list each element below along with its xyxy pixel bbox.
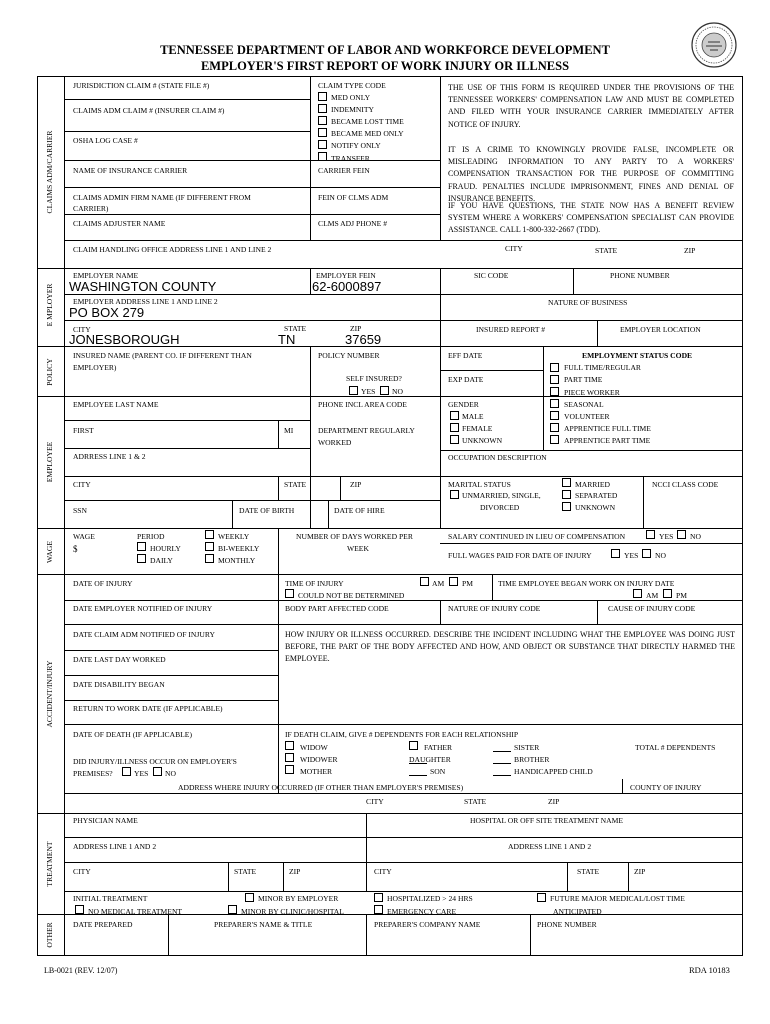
premises-no-checkbox[interactable] [153,767,162,776]
hospital-address-label: ADDRESS LINE 1 AND 2 [508,842,592,851]
employee-zip-label: ZIP [350,480,362,489]
claim-type-option: MED ONLY [331,93,371,102]
salary-continued-yes-checkbox[interactable] [646,530,655,539]
instructions-paragraph-2: IT IS A CRIME TO KNOWINGLY PROVIDE FALSE, INCOMPLETE OR MISLEADING INFORMATION TO ANY PARTY TO A WORKERS' COMPENSATION TRANSACTION FOR THE PURPOSE OF COMMITTING FRAUD. PENALTIES INCLUDE IMPRISONMENT, FINES AND DENIAL OF INSURANCE BENEFITS. [448,145,734,203]
preparer-name-label: PREPARER'S NAME & TITLE [214,920,313,929]
hospital-name-label: HOSPITAL OR OFF SITE TREATMENT NAME [470,816,624,825]
claims-zip-label: ZIP [684,246,696,255]
county-of-injury-label: COUNTY OF INJURY [630,783,702,792]
employee-state-label: STATE [284,480,307,489]
could-not-determine-checkbox[interactable] [285,589,294,598]
began-pm-label: PM [676,591,687,600]
section-treatment-label: TREATMENT [45,841,55,887]
full-wages-label: FULL WAGES PAID FOR DATE OF INJURY [448,551,592,560]
salary-continued-yes-label: YES [659,532,674,541]
marital-separated-checkbox[interactable] [562,490,571,499]
brother-label: BROTHER [514,755,550,764]
hospital-city-label: CITY [374,867,392,876]
cause-of-injury-label: CAUSE OF INJURY CODE [608,604,696,613]
marital-divorced-label: DIVORCED [480,503,520,512]
widower-checkbox[interactable] [285,753,294,762]
claim-type-option: NOTIFY ONLY [331,141,381,150]
premises-yes-checkbox[interactable] [122,767,131,776]
nature-of-injury-label: NATURE OF INJURY CODE [448,604,541,613]
period-label: PERIOD [137,532,165,541]
claim-type-checkbox[interactable] [318,116,327,125]
address-occurred-label: ADDRESS WHERE INJURY OCCURRED (IF OTHER THAN EMPLOYER'S PREMISES) [178,783,464,792]
time-pm-label: PM [462,579,473,588]
insurance-carrier-label: NAME OF INSURANCE CARRIER [73,166,188,175]
instructions-paragraph-3: IF YOU HAVE QUESTIONS, THE STATE NOW HAS A BENEFIT REVIEW SYSTEM WHERE A WORKERS' COMPENSATION SPECIALIST CAN PROVIDE ASSISTANCE. CALL 1-800-332-2667 (TDD). [448,201,734,235]
employer-location-label: EMPLOYER LOCATION [620,325,701,334]
date-of-injury-label: DATE OF INJURY [73,579,133,588]
section-wage-label: WAGE [45,541,55,563]
marital-unmarried-checkbox[interactable] [450,490,459,499]
employee-last-name-label: EMPLOYEE LAST NAME [73,400,159,409]
employee-mi-label: MI [284,426,294,435]
employee-address-label: ADRRESS LINE 1 & 2 [73,452,146,461]
employer-address-label: EMPLOYER ADDRESS LINE 1 AND LINE 2 [73,297,218,306]
date-employer-notified-label: DATE EMPLOYER NOTIFIED OF INJURY [73,604,213,613]
employer-state-label: STATE [284,324,307,333]
self-insured-no-label: NO [392,387,403,396]
employment-status-checkbox[interactable] [550,387,559,396]
date-claim-adm-notified-label: DATE CLAIM ADM NOTIFIED OF INJURY [73,630,215,639]
gender-option: FEMALE [462,424,493,433]
claims-adm-claim-label: CLAIMS ADM CLAIM # (INSURER CLAIM #) [73,106,225,115]
gender-label: GENDER [448,400,479,409]
days-worked-label: NUMBER OF DAYS WORKED PER [296,532,413,541]
self-insured-no-checkbox[interactable] [380,386,389,395]
handicapped-child-label: HANDICAPPED CHILD [514,767,593,776]
marital-married-label: MARRIED [575,480,611,489]
time-am-checkbox[interactable] [420,577,429,586]
return-to-work-label: RETURN TO WORK DATE (IF APPLICABLE) [73,704,223,713]
claim-type-option: BECAME MED ONLY [331,129,404,138]
time-began-work-label: TIME EMPLOYEE BEGAN WORK ON INJURY DATE [498,579,675,588]
fein-clms-adm-label: FEIN OF CLMS ADM [318,193,389,202]
father-checkbox[interactable] [409,741,418,750]
section-employee-label: EMPLOYEE [45,441,55,483]
period-biweekly-label: BI-WEEKLY [218,544,260,553]
physician-city-label: CITY [73,867,91,876]
employment-status-option: VOLUNTEER [564,412,610,421]
insured-name-label-2: EMPLOYER) [73,363,117,372]
claim-type-label: CLAIM TYPE CODE [318,81,386,90]
full-wages-no-checkbox[interactable] [642,549,651,558]
gender-checkbox[interactable] [450,411,459,420]
claim-type-checkbox[interactable] [318,104,327,113]
form-title: TENNESSEE DEPARTMENT OF LABOR AND WORKFORCE DEVELOPMENT [160,43,610,57]
days-worked-label-2: WEEK [347,544,369,553]
jurisdiction-claim-label: JURISDICTION CLAIM # (STATE FILE #) [73,81,210,90]
date-prepared-label: DATE PREPARED [73,920,133,929]
employment-status-checkbox[interactable] [550,399,559,408]
rda-number: RDA 10183 [689,965,730,975]
minor-by-clinic-checkbox[interactable] [228,905,237,914]
how-injury-occurred-label: HOW INJURY OR ILLNESS OCCURRED. DESCRIBE THE INCIDENT INCLUDING WHAT THE EMPLOYEE WAS DOING JUST BEFORE, THE PART OF THE BODY AFFECTED AND HOW, AND OBJECT OR SUBSTANCE THAT DIRECTLY HARMED THE EMPLOYEE. [285,630,735,664]
salary-continued-no-label: NO [690,532,701,541]
employer-zip-value: 37659 [345,332,382,347]
premises-label: DID INJURY/ILLNESS OCCUR ON EMPLOYER'S [73,757,237,766]
section-policy-label: POLICY [45,358,55,386]
son-label: SON [430,767,446,776]
policy-number-label: POLICY NUMBER [318,351,380,360]
preparer-phone-label: PHONE NUMBER [537,920,597,929]
full-wages-yes-label: YES [624,551,639,560]
accident-zip-label: ZIP [548,797,560,806]
nature-of-business-label: NATURE OF BUSINESS [548,298,628,307]
eff-date-label: EFF DATE [448,351,483,360]
dependents-label: IF DEATH CLAIM, GIVE # DEPENDENTS FOR EACH RELATIONSHIP [285,730,519,739]
gender-checkbox[interactable] [450,423,459,432]
section-employer-label: E MPLOYER [45,283,55,327]
claim-type-checkbox[interactable] [318,140,327,149]
physician-name-label: PHYSICIAN NAME [73,816,138,825]
self-insured-yes-checkbox[interactable] [349,386,358,395]
daughter-label: DAUGHTER [409,755,451,764]
date-of-death-label: DATE OF DEATH (IF APPLICABLE) [73,730,192,739]
claims-city-label: CITY [505,244,523,253]
marital-unmarried-label: UNMARRIED, SINGLE, [462,491,541,500]
section-other-label: OTHER [45,922,55,948]
body-part-label: BODY PART AFFECTED CODE [285,604,389,613]
gender-checkbox[interactable] [450,435,459,444]
wage-label: WAGE [73,532,95,541]
employment-status-option: FULL TIME/REGULAR [564,363,641,372]
sister-label: SISTER [514,743,540,752]
emergency-care-checkbox[interactable] [374,905,383,914]
widow-label: WIDOW [300,743,328,752]
gender-option: UNKNOWN [462,436,503,445]
employer-address-value: PO BOX 279 [69,305,145,320]
carrier-fein-label: CARRIER FEIN [318,166,370,175]
period-hourly-label: HOURLY [150,544,181,553]
osha-log-label: OSHA LOG CASE # [73,136,138,145]
future-major-medical-checkbox[interactable] [537,893,546,902]
emergency-care-label: EMERGENCY CARE [387,907,457,916]
period-daily-checkbox[interactable] [137,554,146,563]
self-insured-label: SELF INSURED? [346,374,402,383]
employment-status-checkbox[interactable] [550,423,559,432]
hospital-state-label: STATE [577,867,600,876]
accident-state-label: STATE [464,797,487,806]
minor-by-clinic-label: MINOR BY CLINIC/HOSPITAL [241,907,344,916]
period-monthly-checkbox[interactable] [205,554,214,563]
accident-city-label: CITY [366,797,384,806]
premises-no-label: NO [165,769,176,778]
hospitalized-checkbox[interactable] [374,893,383,902]
employee-city-label: CITY [73,480,91,489]
date-of-hire-label: DATE OF HIRE [334,506,385,515]
employer-zip-label: ZIP [350,324,362,333]
handling-office-label: CLAIM HANDLING OFFICE ADDRESS LINE 1 AND LINE 2 [73,245,272,254]
employment-status-option: PIECE WORKER [564,388,620,397]
claim-type-checkbox[interactable] [318,128,327,137]
ssn-label: SSN [73,506,87,515]
began-am-checkbox[interactable] [633,589,642,598]
no-medical-treatment-checkbox[interactable] [75,905,84,914]
insured-name-label: INSURED NAME (PARENT CO. IF DIFFERENT THAN [73,351,252,360]
employer-name-value: WASHINGTON COUNTY [69,279,217,294]
occupation-label: OCCUPATION DESCRIPTION [448,453,547,462]
total-dependents-label: TOTAL # DEPENDENTS [635,743,716,752]
exp-date-label: EXP DATE [448,375,484,384]
employee-first-label: FIRST [73,426,94,435]
future-major-medical-label: FUTURE MAJOR MEDICAL/LOST TIME [550,894,685,903]
claim-type-option: INDEMNITY [331,105,375,114]
section-claims-label: CLAIMS ADM/CARRIER [45,130,55,214]
period-hourly-checkbox[interactable] [137,542,146,551]
section-accident-label: ACCIDENT/INJURY [45,660,55,728]
began-pm-checkbox[interactable] [663,589,672,598]
full-wages-no-label: NO [655,551,666,560]
claim-type-checkbox[interactable] [318,152,327,161]
initial-treatment-label: INITIAL TREATMENT [73,894,148,903]
employer-fein-value: 62-6000897 [312,279,382,294]
salary-continued-label: SALARY CONTINUED IN LIEU OF COMPENSATION [448,532,626,541]
period-monthly-label: MONTHLY [218,556,256,565]
full-wages-yes-checkbox[interactable] [611,549,620,558]
period-weekly-checkbox[interactable] [205,530,214,539]
employer-name-label: EMPLOYER NAME [73,271,139,280]
date-last-day-worked-label: DATE LAST DAY WORKED [73,655,166,664]
admin-firm-label: CLAIMS ADMIN FIRM NAME (IF DIFFERENT FROM [73,193,251,202]
claim-type-option: BECAME LOST TIME [331,117,404,126]
father-label: FATHER [424,743,453,752]
employer-city-label: CITY [73,325,91,334]
no-medical-treatment-label: NO MEDICAL TREATMENT [88,907,183,916]
could-not-determine-label: COULD NOT BE DETERMINED [298,591,405,600]
claim-type-checkbox[interactable] [318,92,327,101]
period-weekly-label: WEEKLY [218,532,250,541]
employment-status-checkbox[interactable] [550,435,559,444]
self-insured-yes-label: YES [361,387,376,396]
mother-checkbox[interactable] [285,765,294,774]
claims-state-label: STATE [595,246,618,255]
employment-status-label: EMPLOYMENT STATUS CODE [582,351,693,360]
began-am-label: AM [646,591,659,600]
claims-adjuster-label: CLAIMS ADJUSTER NAME [73,219,166,228]
instructions-paragraph-1: THE USE OF THIS FORM IS REQUIRED UNDER THE PROVISIONS OF THE TENNESSEE WORKERS' COMPENSATION LAW AND MUST BE COMPLETED AND FILED WITH YOUR INSURANCE CARRIER IMMEDIATELY AFTER NOTICE OF INJURY. [448,83,734,129]
widower-label: WIDOWER [300,755,338,764]
period-daily-label: DAILY [150,556,173,565]
marital-unknown-label: UNKNOWN [575,503,616,512]
employer-fein-label: EMPLOYER FEIN [316,271,376,280]
physician-address-label: ADDRESS LINE 1 AND 2 [73,842,157,851]
employment-status-option: APPRENTICE FULL TIME [564,424,651,433]
employer-city-value: JONESBOROUGH [69,332,180,347]
hospital-zip-label: ZIP [634,867,646,876]
insured-report-label: INSURED REPORT # [476,325,546,334]
employment-status-checkbox[interactable] [550,411,559,420]
time-of-injury-label: TIME OF INJURY [285,579,344,588]
salary-continued-no-checkbox[interactable] [677,530,686,539]
department-label: DEPARTMENT REGULARLY [318,426,415,435]
department-label-2: WORKED [318,438,352,447]
widow-checkbox[interactable] [285,741,294,750]
employee-phone-label: PHONE INCL AREA CODE [318,400,407,409]
marital-married-checkbox[interactable] [562,478,571,487]
gender-option: MALE [462,412,484,421]
physician-state-label: STATE [234,867,257,876]
form-id: LB-0021 (REV. 12/07) [44,966,118,975]
marital-status-label: MARITAL STATUS [448,480,511,489]
form-subtitle: EMPLOYER'S FIRST REPORT OF WORK INJURY OR ILLNESS [200,59,570,73]
anticipated-label: ANTICIPATED [553,907,602,916]
claim-type-option: TRANSFER [331,154,370,163]
time-am-label: AM [432,579,445,588]
admin-firm-label-2: CARRIER) [73,204,109,213]
minor-by-employer-label: MINOR BY EMPLOYER [258,894,339,903]
wage-dollar-sign: $ [73,544,78,554]
premises-label-2: PREMISES? [73,769,113,778]
minor-by-employer-checkbox[interactable] [245,893,254,902]
time-pm-checkbox[interactable] [449,577,458,586]
date-of-birth-label: DATE OF BIRTH [239,506,295,515]
period-biweekly-checkbox[interactable] [205,542,214,551]
date-disability-began-label: DATE DISABILITY BEGAN [73,680,165,689]
hospitalized-label: HOSPITALIZED > 24 HRS [387,894,473,903]
adjuster-phone-label: CLMS ADJ PHONE # [318,219,387,228]
preparer-company-label: PREPARER'S COMPANY NAME [374,920,481,929]
marital-separated-label: SEPARATED [575,491,618,500]
ncci-class-label: NCCI CLASS CODE [652,480,719,489]
employer-state-value: TN [278,332,296,347]
employment-status-checkbox[interactable] [550,375,559,384]
mother-label: MOTHER [300,767,333,776]
employment-status-option: PART TIME [564,375,603,384]
premises-yes-label: YES [134,769,149,778]
physician-zip-label: ZIP [289,867,301,876]
employment-status-option: APPRENTICE PART TIME [564,436,651,445]
employer-phone-label: PHONE NUMBER [610,271,670,280]
sic-code-label: SIC CODE [474,271,509,280]
employment-status-checkbox[interactable] [550,363,559,372]
employment-status-option: SEASONAL [564,400,604,409]
marital-unknown-checkbox[interactable] [562,502,571,511]
